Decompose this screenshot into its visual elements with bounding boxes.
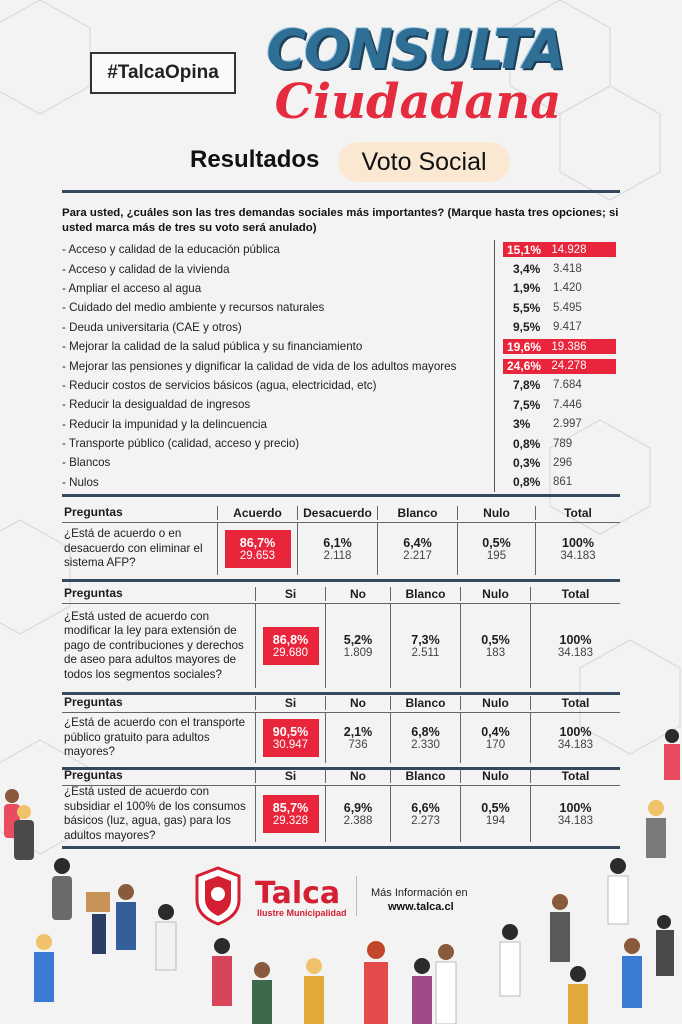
result-percent: 6,6%: [411, 801, 440, 815]
demands-question: Para usted, ¿cuáles son las tres demandas sociales más importantes? (Marque hasta tres opciones; si usted marca más de tres su voto será anulado): [62, 207, 619, 234]
result-percent: 6,4%: [403, 536, 432, 550]
result-percent: 6,1%: [323, 536, 352, 550]
demand-option-row: [62, 356, 620, 375]
table-header: [62, 584, 620, 604]
section-rule: [62, 846, 620, 849]
demand-option-result: [495, 475, 620, 490]
result-cell: [460, 604, 530, 688]
demand-option-result: [495, 320, 620, 335]
table-header-cell: No: [325, 587, 390, 601]
demand-option-label: - Transporte público (calidad, acceso y precio): [62, 437, 300, 451]
brand-sub: Ilustre Municipalidad: [257, 908, 347, 918]
result-stat: [263, 795, 319, 833]
result-votes: 2.330: [411, 739, 440, 751]
column-divider: [494, 356, 495, 375]
table-header: [62, 503, 620, 523]
result-votes: 2.118: [323, 550, 352, 562]
result-cell: [325, 713, 390, 763]
more-info-label: Más Información en: [371, 887, 468, 899]
result-percent: 6,8%: [411, 725, 440, 739]
demand-option-label: - Mejorar la calidad de la salud pública y su financiamiento: [62, 340, 363, 354]
demand-option-votes: 24.278: [551, 360, 587, 373]
hashtag-box: #TalcaOpina: [90, 52, 236, 94]
result-percent: 0,5%: [481, 633, 510, 647]
result-cell: [390, 604, 460, 688]
demand-option-votes: 2.997: [553, 418, 582, 431]
result-percent: 86,7%: [239, 536, 276, 550]
result-cell: [217, 523, 297, 575]
demand-option-label: - Acceso y calidad de la vivienda: [62, 262, 230, 276]
table-header-cell: Si: [255, 587, 325, 601]
result-votes: 34.183: [557, 739, 594, 751]
result-stat: [481, 801, 510, 827]
result-stat: [263, 719, 319, 757]
website-link[interactable]: www.talca.cl: [388, 901, 454, 913]
result-votes: 29.653: [239, 550, 276, 562]
table-header-cell: Preguntas: [64, 695, 123, 710]
result-cell: [297, 523, 377, 575]
demand-option-result: [495, 281, 620, 296]
table-header-cell: Blanco: [390, 769, 460, 783]
result-stat: [344, 801, 373, 827]
result-votes: 195: [486, 550, 507, 562]
results-label: Resultados: [190, 146, 320, 173]
result-cell: [255, 713, 325, 763]
result-cell: [377, 523, 457, 575]
result-stat: [411, 725, 440, 751]
demand-option-label: - Blancos: [62, 456, 111, 470]
demand-option-result: [495, 436, 620, 451]
section-rule: [62, 494, 620, 497]
result-percent: 100%: [562, 536, 594, 550]
demand-option-result: [503, 242, 616, 257]
table-row: [62, 713, 620, 763]
question-table: [62, 503, 620, 575]
result-votes: 2.388: [343, 815, 373, 827]
result-percent: 0,5%: [481, 801, 510, 815]
result-cell: [390, 786, 460, 842]
result-votes: 34.183: [557, 647, 594, 659]
result-votes: 29.328: [272, 815, 309, 827]
result-percent: 7,3%: [411, 633, 440, 647]
demand-option-result: [495, 378, 620, 393]
question-text: ¿Está de acuerdo con el transporte público gratuito para adultos mayores?: [64, 716, 246, 759]
table-header-cell: Total: [530, 696, 620, 710]
demand-option-row: [62, 337, 620, 356]
table-header-cell: Nulo: [460, 696, 530, 710]
question-text: ¿Está de acuerdo o en desacuerdo con eliminar el sistema AFP?: [64, 527, 203, 570]
result-cell: [530, 786, 620, 842]
result-percent: 85,7%: [272, 801, 309, 815]
result-percent: 2,1%: [343, 725, 373, 739]
result-percent: 100%: [559, 725, 592, 739]
table-header: [62, 693, 620, 713]
demand-option-row: [62, 376, 620, 395]
demand-option-label: - Nulos: [62, 475, 99, 489]
demand-option-result: [495, 455, 620, 470]
result-percent: 100%: [559, 633, 592, 647]
demand-option-votes: 14.928: [551, 243, 587, 256]
result-percent: 0,5%: [482, 536, 511, 550]
demand-option-percent: 15,1%: [507, 242, 542, 257]
demand-option-percent: 0,8%: [513, 436, 541, 451]
demand-option-percent: 3,4%: [513, 262, 541, 277]
result-votes: 170: [485, 739, 506, 751]
municipality-logo-icon: [193, 866, 243, 926]
table-row: [62, 786, 620, 842]
table-header-cell: Nulo: [460, 587, 530, 601]
result-cell: [325, 786, 390, 842]
column-divider: [494, 337, 495, 356]
demand-option-label: - Reducir la desigualdad de ingresos: [62, 398, 251, 412]
demand-option-percent: 1,9%: [513, 281, 541, 296]
table-header-cell: Blanco: [390, 587, 460, 601]
demand-option-result: [503, 339, 616, 354]
demand-option-percent: 19,6%: [507, 339, 542, 354]
result-percent: 5,2%: [343, 633, 373, 647]
question-table: [62, 693, 620, 763]
demand-option-label: - Deuda universitaria (CAE y otros): [62, 320, 242, 334]
question-table: [62, 766, 620, 842]
result-stat: [560, 536, 595, 562]
table-row: [62, 604, 620, 688]
table-header-cell: Si: [255, 696, 325, 710]
demand-option-row: [62, 434, 620, 453]
result-cell: [535, 523, 620, 575]
table-header-cell: Preguntas: [64, 768, 123, 783]
result-cell: [255, 604, 325, 688]
demand-option-percent: 7,8%: [513, 378, 541, 393]
table-header-cell: Total: [530, 769, 620, 783]
demand-option-label: - Reducir costos de servicios básicos (agua, electricidad, etc): [62, 378, 377, 392]
demand-option-percent: 0,3%: [513, 455, 541, 470]
table-header-cell: Si: [255, 769, 325, 783]
demand-option-votes: 296: [553, 456, 573, 469]
result-cell: [530, 604, 620, 688]
demand-option-votes: 3.418: [553, 263, 582, 276]
demand-option-votes: 19.386: [551, 340, 587, 353]
result-votes: 34.183: [560, 550, 596, 562]
result-stat: [558, 801, 593, 827]
table-header-cell: Preguntas: [64, 586, 123, 601]
result-votes: 29.680: [272, 647, 309, 659]
demand-option-row: [62, 395, 620, 414]
table-row: [62, 523, 620, 575]
result-votes: 1.809: [343, 647, 373, 659]
demand-option-label: - Cuidado del medio ambiente y recursos naturales: [62, 301, 325, 315]
brand-name: Talca: [255, 876, 341, 911]
demand-option-percent: 7,5%: [513, 397, 541, 412]
result-votes: 183: [485, 647, 506, 659]
demand-option-percent: 5,5%: [513, 300, 541, 315]
section-rule: [62, 190, 620, 193]
demand-option-percent: 0,8%: [513, 475, 541, 490]
result-votes: 2.273: [411, 815, 440, 827]
demand-option-row: [62, 318, 620, 337]
demand-option-label: - Reducir la impunidad y la delincuencia: [62, 417, 267, 431]
demand-option-result: [503, 359, 616, 374]
table-header-cell: Blanco: [377, 506, 457, 520]
result-stat: [263, 627, 319, 665]
result-cell: [390, 713, 460, 763]
demand-option-percent: 24,6%: [507, 359, 542, 374]
result-votes: 736: [348, 739, 368, 751]
result-votes: 30.947: [272, 739, 309, 751]
result-stat: [411, 633, 440, 659]
demand-option-result: [495, 397, 620, 412]
demand-option-votes: 9.417: [553, 321, 582, 334]
result-stat: [481, 725, 510, 751]
demand-option-row: [62, 415, 620, 434]
table-header-cell: Blanco: [390, 696, 460, 710]
table-header-cell: Nulo: [457, 506, 535, 520]
result-cell: [530, 713, 620, 763]
table-header: [62, 766, 620, 786]
result-stat: [403, 536, 432, 562]
demand-option-votes: 7.446: [553, 398, 582, 411]
demand-option-votes: 861: [553, 476, 573, 489]
demand-option-percent: 9,5%: [513, 320, 541, 335]
result-stat: [344, 633, 373, 659]
result-percent: 100%: [559, 801, 592, 815]
demand-option-votes: 789: [553, 437, 573, 450]
result-percent: 86,8%: [272, 633, 309, 647]
demand-option-result: [495, 300, 620, 315]
result-cell: [325, 604, 390, 688]
result-votes: 194: [485, 815, 506, 827]
result-cell: [460, 786, 530, 842]
result-votes: 2.511: [411, 647, 440, 659]
demand-option-label: - Acceso y calidad de la educación pública: [62, 243, 280, 257]
result-stat: [411, 801, 440, 827]
table-header-cell: No: [325, 769, 390, 783]
result-stat: [482, 536, 511, 562]
result-stat: [558, 725, 593, 751]
table-header-cell: No: [325, 696, 390, 710]
footer-divider: [356, 876, 357, 916]
result-percent: 6,9%: [343, 801, 373, 815]
table-header-cell: Desacuerdo: [297, 506, 377, 520]
table-header-cell: Nulo: [460, 769, 530, 783]
result-cell: [255, 786, 325, 842]
result-percent: 90,5%: [272, 725, 309, 739]
result-cell: [460, 713, 530, 763]
demand-option-votes: 7.684: [553, 379, 582, 392]
demand-option-row: [62, 259, 620, 278]
demand-option-row: [62, 453, 620, 472]
voto-social-pill: Voto Social: [338, 142, 510, 182]
demand-option-votes: 1.420: [553, 282, 582, 295]
demand-option-label: - Mejorar las pensiones y dignificar la calidad de vida de los adultos mayores: [62, 359, 457, 373]
result-stat: [225, 530, 291, 568]
result-stat: [481, 633, 510, 659]
question-table: [62, 584, 620, 688]
demand-option-label: - Ampliar el acceso al agua: [62, 281, 202, 295]
result-stat: [344, 725, 373, 751]
question-text: ¿Está usted de acuerdo con modificar la ley para extensión de pago de contribuciones y derechos de aseo para adultos mayores de todos los segmentos sociales?: [64, 609, 244, 681]
column-divider: [494, 240, 495, 259]
question-text: ¿Está usted de acuerdo con subsidiar el 100% de los consumos básicos (luz, agua, gas) para los adultos mayores?: [64, 785, 246, 842]
demand-option-row: [62, 298, 620, 317]
result-stat: [323, 536, 352, 562]
table-header-cell: Preguntas: [64, 505, 123, 520]
demand-option-row: [62, 240, 620, 259]
result-cell: [457, 523, 535, 575]
title-consulta: CONSULTA: [266, 18, 564, 81]
title-ciudadana: Ciudadana: [274, 74, 562, 130]
demand-option-result: [495, 417, 620, 432]
result-percent: 0,4%: [481, 725, 510, 739]
result-stat: [558, 633, 593, 659]
demand-option-percent: 3%: [513, 417, 531, 432]
table-header-cell: Total: [535, 506, 620, 520]
demand-option-result: [495, 262, 620, 277]
section-rule: [62, 579, 620, 582]
demand-option-votes: 5.495: [553, 301, 582, 314]
result-votes: 2.217: [403, 550, 432, 562]
table-header-cell: Total: [530, 587, 620, 601]
demand-option-row: [62, 279, 620, 298]
demand-option-row: [62, 473, 620, 492]
demands-list: [62, 240, 620, 492]
result-votes: 34.183: [557, 815, 594, 827]
table-header-cell: Acuerdo: [217, 506, 297, 520]
